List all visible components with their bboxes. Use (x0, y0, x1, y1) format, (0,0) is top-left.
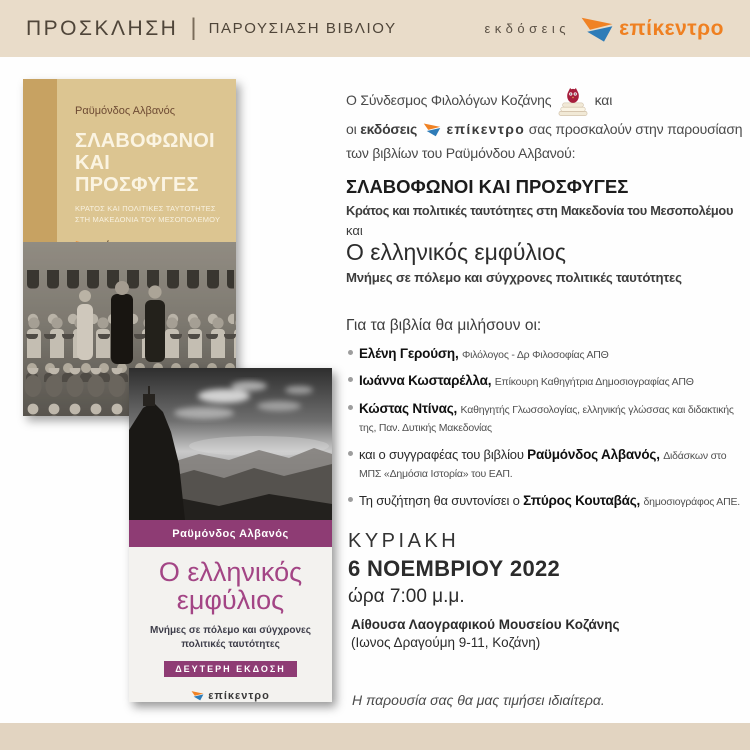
speakers-list (348, 344, 746, 518)
book1-heading-title: ΣΛΑΒΟΦΩΝΟΙ ΚΑΙ ΠΡΟΣΦΥΓΕΣ (346, 176, 629, 197)
closing-line: Η παρουσία σας θα μας τιμήσει ιδιαίτερα. (352, 692, 605, 708)
epikentro-logo-icon (580, 15, 614, 43)
header-title: ΠΡΟΣΚΛΗΣΗ (26, 16, 179, 40)
header-titles (26, 15, 397, 43)
header-bar (0, 0, 750, 57)
event-day: ΚΥΡΙΑΚΗ (348, 530, 460, 552)
books-heading (346, 176, 733, 285)
book1-author: Ραϋμόνδος Αλβανός (75, 105, 176, 117)
book1-cover-top (23, 79, 236, 242)
speakers-intro: Για τα βιβλία θα μιλήσουν οι: (346, 317, 542, 334)
header-separator: | (190, 13, 197, 41)
footer-bar (0, 723, 750, 750)
epikentro-logo-icon (191, 690, 204, 701)
book1-title: ΣΛΑΒΟΦΩΝΟΙ ΚΑΙ ΠΡΟΣΦΥΓΕΣ (75, 130, 215, 196)
book2-cover-photo (129, 368, 332, 520)
speaker-item: και ο συγγραφέας του βιβλίου Ραϋμόνδος Αλβανός, Διδάσκων στο ΜΠΣ «Δημόσια Ιστορία» του ΕΑΠ. (348, 445, 746, 483)
event-address: (Ιωνος Δραγούμη 9-11, Κοζάνη) (351, 635, 541, 650)
publisher-logo (484, 15, 724, 43)
publisher-prefix-label: εκδόσεις (484, 21, 571, 36)
book-cover-emfylios (129, 368, 332, 702)
book-cover-slavophones (23, 79, 236, 416)
book1-spine-stripe (23, 79, 57, 242)
philologists-association-icon (558, 84, 588, 118)
epikentro-brand-text: επίκεντρο (446, 121, 526, 137)
book1-heading-subtitle: Κράτος και πολιτικές ταυτότητες στη Μακεδονία του Μεσοπολέμου (346, 203, 734, 218)
book2-edition-badge: ΔΕΥΤΕΡΗ ΕΚΔΟΣΗ (164, 661, 297, 677)
book2-title: Ο ελληνικός εμφύλιος (158, 557, 303, 616)
speaker-item: Ιωάννα Κωσταρέλλα, Επίκουρη Καθηγήτρια Δημοσιογραφίας ΑΠΘ (348, 371, 746, 390)
heading-connector: και (346, 223, 363, 238)
speaker-item: Ελένη Γερούση, Φιλόλογος - Δρ Φιλοσοφίας ΑΠΘ (348, 344, 746, 363)
speaker-item: Κώστας Ντίνας, Καθηγητής Γλωσσολογίας, ελληνικής γλώσσας και διδακτικής της, Παν. Δυτικής Μακεδονίας (348, 399, 746, 437)
book1-subtitle: ΚΡΑΤΟΣ ΚΑΙ ΠΟΛΙΤΙΚΕΣ ΤΑΥΤΟΤΗΤΕΣ ΣΤΗ ΜΑΚΕΔΟΝΙΑ ΤΟΥ ΜΕΣΟΠΟΛΕΜΟΥ (75, 204, 221, 225)
event-details (348, 530, 620, 650)
event-time: ώρα 7:00 μ.μ. (348, 586, 465, 607)
publisher-name-label: επίκεντρο (619, 16, 724, 40)
header-subtitle: ΠΑΡΟΥΣΙΑΣΗ ΒΙΒΛΙΟΥ (208, 20, 397, 37)
book2-subtitle: Μνήμες σε πόλεμο και σύγχρονες πολιτικές ταυτότητες (149, 624, 311, 651)
event-venue: Αίθουσα Λαογραφικού Μουσείου Κοζάνης (351, 617, 620, 632)
book2-heading-title: Ο ελληνικός εμφύλιος (346, 239, 566, 265)
book2-author-band (129, 520, 332, 547)
invitation-text-column (346, 84, 746, 750)
event-date: 6 ΝΟΕΜΒΡΙΟΥ 2022 (348, 556, 561, 581)
speaker-item: Τη συζήτηση θα συντονίσει ο Σπύρος Κουταβάς, δημοσιογράφος ΑΠΕ. (348, 491, 746, 510)
book2-heading-subtitle: Μνήμες σε πόλεμο και σύγχρονες πολιτικές ταυτότητες (346, 270, 682, 285)
intro-paragraph: Ο Σύνδεσμος Φιλολόγων Κοζάνης και οι εκδόσεις επίκεντρο σας προσκαλούν στην παρουσίαση των βιβλίων του Ραϋμόνδου Αλβανού: (346, 84, 742, 166)
book2-cover-bottom (129, 558, 332, 702)
epikentro-logo-icon (423, 122, 441, 137)
book2-author: Ραϋμόνδος Αλβανός (172, 527, 289, 540)
book2-publisher-logo: επίκεντρο (129, 690, 332, 702)
